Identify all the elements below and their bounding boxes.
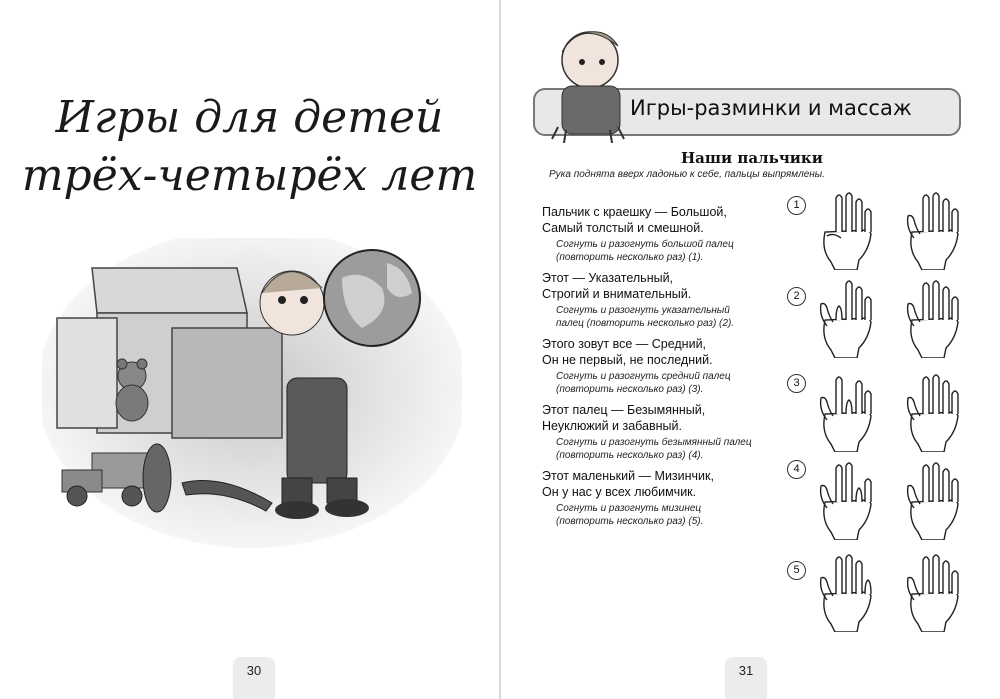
verse-instruction: палец (повторить несколько раз) (2). [556, 318, 735, 329]
verse-instruction: Согнуть и разогнуть безымянный палец [556, 437, 752, 448]
verse-line: Этот палец — Безымянный, [542, 403, 706, 417]
page-number: 30 [246, 663, 262, 678]
verse-5 [542, 468, 782, 528]
verse-instruction: (повторить несколько раз) (4). [556, 450, 704, 461]
verse-2 [542, 270, 782, 330]
verse-instruction: (повторить несколько раз) (1). [556, 252, 704, 263]
chapter-title-line-2: трёх-четырёх лет [21, 150, 478, 201]
boy-peeking-illustration [548, 22, 628, 147]
verse-line: Строгий и внимательный. [542, 287, 692, 301]
verse-instruction: Согнуть и разогнуть мизинец [556, 503, 702, 514]
verse-line: Он не первый, не последний. [542, 353, 713, 367]
step-number: 2 [787, 287, 806, 306]
page-number-tab [233, 657, 275, 699]
step-number: 3 [787, 374, 806, 393]
verse-line: Этого зовут все — Средний, [542, 337, 707, 351]
step-number: 4 [787, 460, 806, 479]
verse-line: Неуклюжий и забавный. [542, 419, 682, 433]
step-number: 5 [787, 561, 806, 580]
section-header-title: Игры-разминки и массаж [630, 96, 912, 120]
page-number-tab [725, 657, 767, 699]
verse-instruction: (повторить несколько раз) (5). [556, 516, 704, 527]
verse-line: Самый толстый и смешной. [542, 221, 704, 235]
chapter-title-line-1: Игры для детей [55, 92, 444, 143]
verse-4 [542, 402, 782, 462]
verse-line: Этот — Указательный, [542, 271, 674, 285]
verse-instruction: Согнуть и разогнуть указательный [556, 305, 730, 316]
boy-with-globe-illustration [42, 238, 462, 548]
page-number: 31 [738, 663, 754, 678]
verse-1 [542, 204, 782, 264]
verse-line: Пальчик с краешку — Большой, [542, 205, 727, 219]
poem-subtitle: Рука поднята вверх ладонью к себе, пальцы выпрямлены. [549, 169, 825, 180]
left-page [0, 0, 499, 699]
poem-title: Наши пальчики [681, 149, 823, 167]
verse-line: Он у нас у всех любимчик. [542, 485, 697, 499]
verse-instruction: (повторить несколько раз) (3). [556, 384, 704, 395]
step-number: 1 [787, 196, 806, 215]
verse-3 [542, 336, 782, 396]
verse-instruction: Согнуть и разогнуть большой палец [556, 239, 734, 250]
verse-line: Этот маленький — Мизинчик, [542, 469, 714, 483]
verse-instruction: Согнуть и разогнуть средний палец [556, 371, 731, 382]
